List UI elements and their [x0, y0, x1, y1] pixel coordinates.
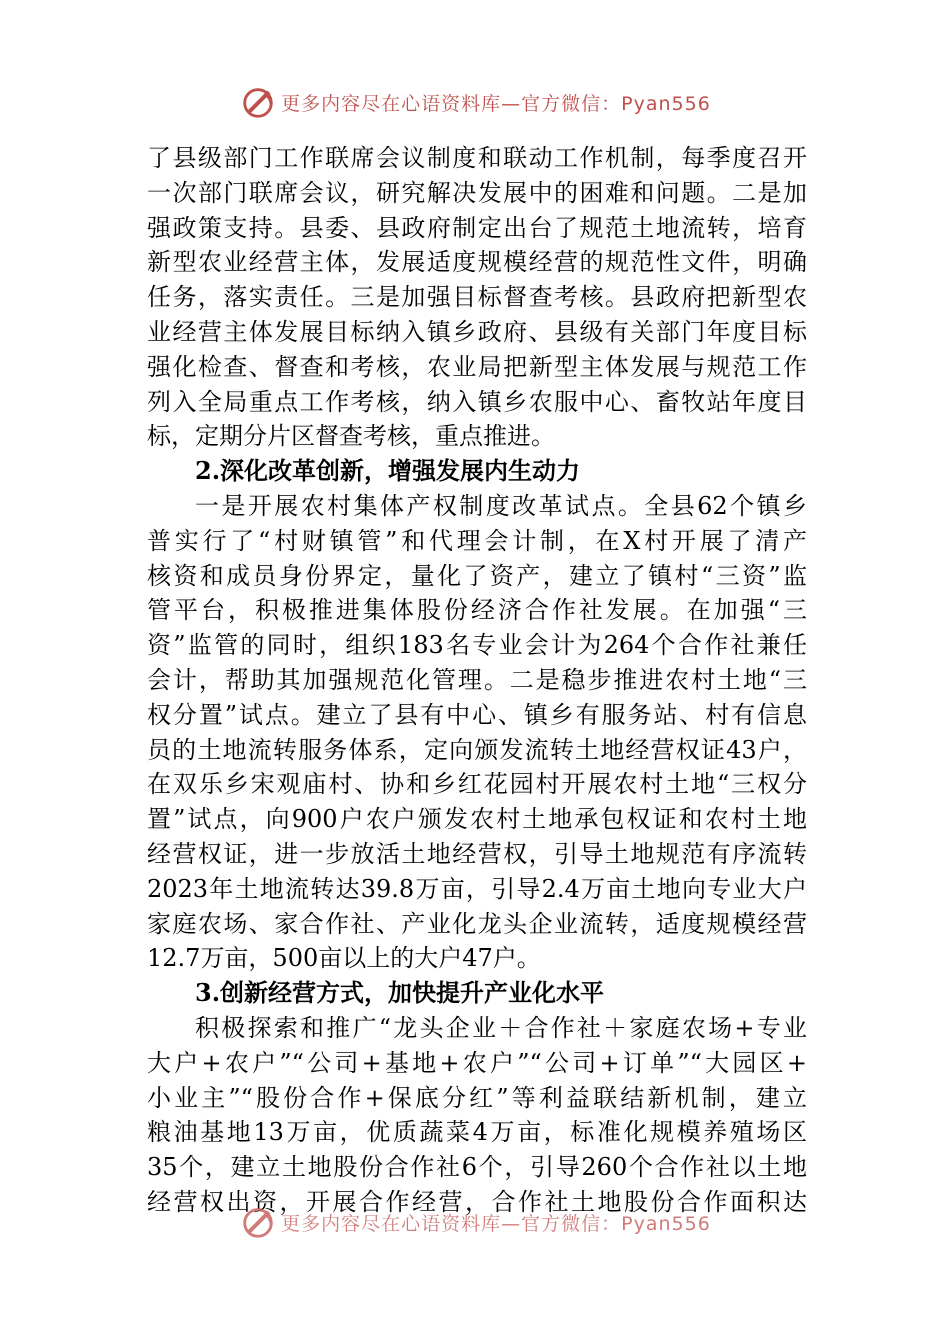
- body-line: 列入全局重点工作考核，纳入镇乡农服中心、畜牧站年度目: [147, 387, 807, 416]
- body-line: 普实行了“村财镇管”和代理会计制，在X村开展了清产: [147, 526, 807, 555]
- body-line: 一次部门联席会议，研究解决发展中的困难和问题。二是加: [147, 178, 807, 207]
- body-line: 置”试点，向900户农户颁发农村土地承包权证和农村土地: [147, 805, 807, 834]
- body-line: 大户+农户”“公司+基地+农户”“公司+订单”“大园区+: [147, 1048, 807, 1077]
- paragraph-first-line: 积极探索和推广“龙头企业＋合作社＋家庭农场+专业: [195, 1013, 807, 1042]
- body-line: 新型农业经营主体，发展适度规模经营的规范性文件，明确: [147, 248, 807, 277]
- body-line: 员的土地流转服务体系，定向颁发流转土地经营权证43户，: [147, 735, 807, 764]
- document-body: [147, 141, 807, 1220]
- section-heading-2: 2.深化改革创新，增强发展内生动力: [195, 456, 581, 486]
- body-line: 经营权证，进一步放活土地经营权，引导土地规范有序流转: [147, 839, 807, 868]
- pen-logo-icon: [239, 1203, 277, 1241]
- body-line: 会计，帮助其加强规范化管理。二是稳步推进农村土地“三: [147, 665, 807, 694]
- body-line: 资”监管的同时，组织183名专业会计为264个合作社兼任: [147, 631, 807, 660]
- body-line: 强政策支持。县委、县政府制定出台了规范土地流转，培育: [147, 213, 807, 242]
- body-line: 12.7万亩，500亩以上的大户47户。: [147, 944, 541, 973]
- section-heading-3: 3.创新经营方式，加快提升产业化水平: [195, 978, 605, 1008]
- watermark-text: 更多内容尽在心语资料库—官方微信：Pyan556: [281, 92, 711, 115]
- body-line: 核资和成员身份界定，量化了资产，建立了镇村“三资”监: [147, 561, 807, 590]
- watermark-footer: [0, 1200, 950, 1244]
- body-line: 2023年土地流转达39.8万亩，引导2.4万亩土地向专业大户: [147, 874, 807, 903]
- body-line: 35个，建立土地股份合作社6个，引导260个合作社以土地: [147, 1153, 807, 1182]
- watermark-text: 更多内容尽在心语资料库—官方微信：Pyan556: [281, 1212, 711, 1235]
- pen-logo-icon: [239, 83, 277, 121]
- body-line: 了县级部门工作联席会议制度和联动工作机制，每季度召开: [147, 144, 807, 172]
- body-line: 业经营主体发展目标纳入镇乡政府、县级有关部门年度目标: [147, 317, 807, 346]
- body-line: 粮油基地13万亩，优质蔬菜4万亩，标准化规模养殖场区: [147, 1118, 807, 1147]
- body-line: 小业主”“股份合作+保底分红”等利益联结新机制，建立: [147, 1083, 807, 1112]
- watermark-header: [0, 80, 950, 124]
- paragraph-first-line: 一是开展农村集体产权制度改革试点。全县62个镇乡: [195, 491, 807, 520]
- body-line: 管平台，积极推进集体股份经济合作社发展。在加强“三: [147, 596, 807, 625]
- body-line: 权分置”试点。建立了县有中心、镇乡有服务站、村有信息: [147, 700, 807, 729]
- body-line: 在双乐乡宋观庙村、协和乡红花园村开展农村土地“三权分: [147, 770, 807, 799]
- body-line: 家庭农场、家合作社、产业化龙头企业流转，适度规模经营: [147, 909, 807, 938]
- body-line: 经营权出资，开展合作经营，合作社土地股份合作面积达: [147, 1187, 807, 1216]
- body-line: 强化检查、督查和考核，农业局把新型主体发展与规范工作: [147, 352, 807, 381]
- body-line: 任务，落实责任。三是加强目标督查考核。县政府把新型农: [147, 283, 807, 312]
- body-line: 标，定期分片区督查考核，重点推进。: [147, 422, 555, 451]
